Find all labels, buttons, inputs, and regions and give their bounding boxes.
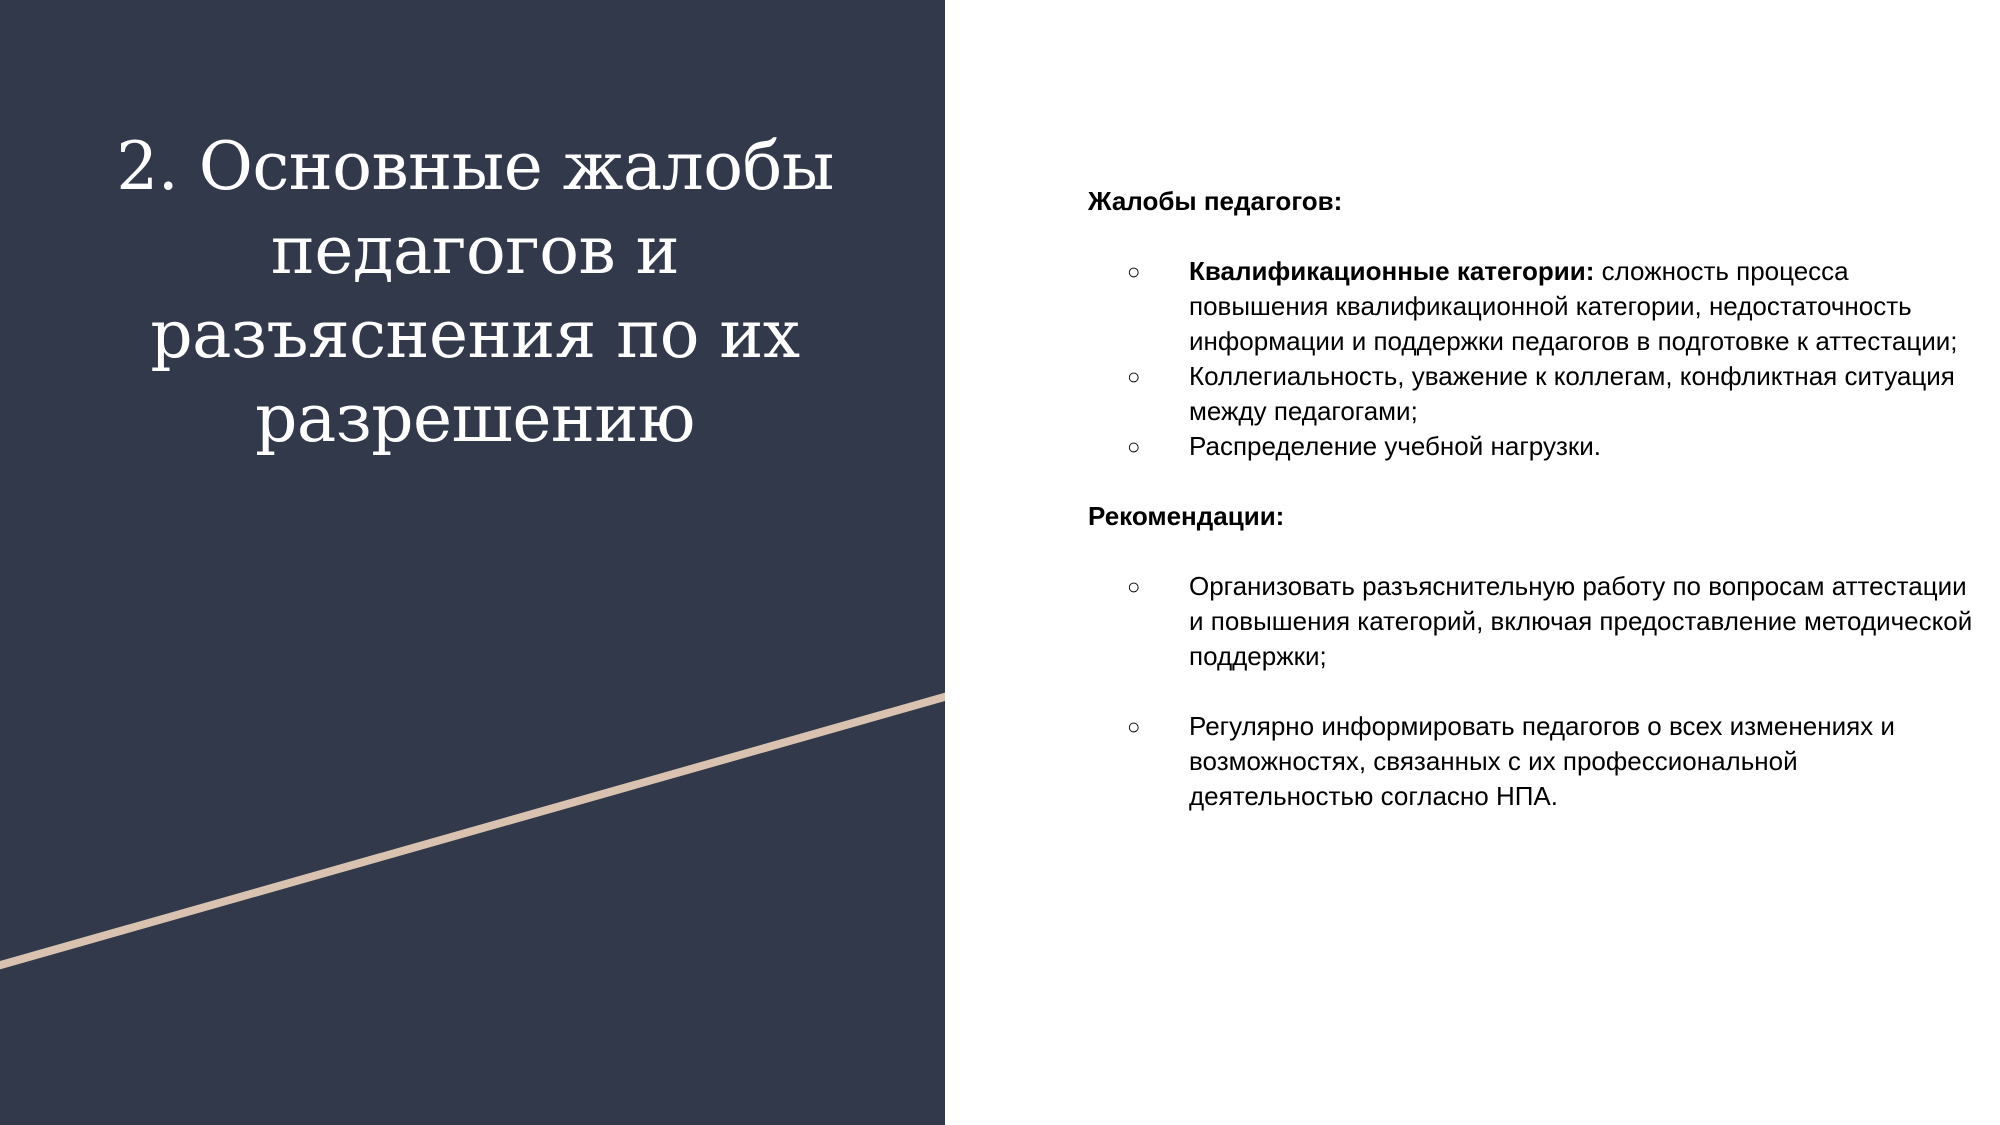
complaints-heading: Жалобы педагогов: (1088, 186, 1343, 216)
item-text: сложность процесса повышения квалификационной категории, недостаточность информации и поддержки педагогов в подготовке к аттестации; (1189, 256, 1958, 356)
item-text: Распределение учебной нагрузки. (1189, 431, 1602, 461)
complaints-list (1088, 254, 1978, 464)
title-panel (0, 0, 945, 1125)
recommendations-heading: Рекомендации: (1088, 501, 1285, 531)
spacer (1088, 674, 1978, 709)
recommendations-list-continued (1088, 709, 1978, 814)
bullet-icon: ○ (1127, 434, 1141, 459)
bullet-icon: ○ (1127, 364, 1141, 389)
item-text: Организовать разъяснительную работу по вопросам аттестации и повышения категорий, включая предоставление методической поддержки; (1189, 571, 1973, 671)
bullet-icon: ○ (1127, 714, 1141, 739)
list-item (1088, 429, 1978, 464)
recommendations-list (1088, 569, 1978, 674)
list-item (1088, 254, 1978, 359)
item-text: Коллегиальность, уважение к коллегам, конфликтная ситуация между педагогами; (1189, 361, 1955, 426)
slide-title: 2. Основные жалобы педагогов и разъяснения по их разрешению (116, 128, 834, 457)
spacer (1088, 534, 1978, 569)
item-text: Регулярно информировать педагогов о всех изменениях и возможностях, связанных с их профессиональной деятельностью согласно НПА. (1189, 711, 1895, 811)
spacer (1088, 219, 1978, 254)
bullet-icon: ○ (1127, 574, 1141, 599)
content-panel (1088, 184, 1978, 814)
spacer (1088, 464, 1978, 499)
bullet-icon: ○ (1127, 259, 1141, 284)
item-term: Квалификационные категории: (1189, 256, 1595, 286)
list-item (1088, 569, 1978, 674)
list-item (1088, 709, 1978, 814)
list-item (1088, 359, 1978, 429)
